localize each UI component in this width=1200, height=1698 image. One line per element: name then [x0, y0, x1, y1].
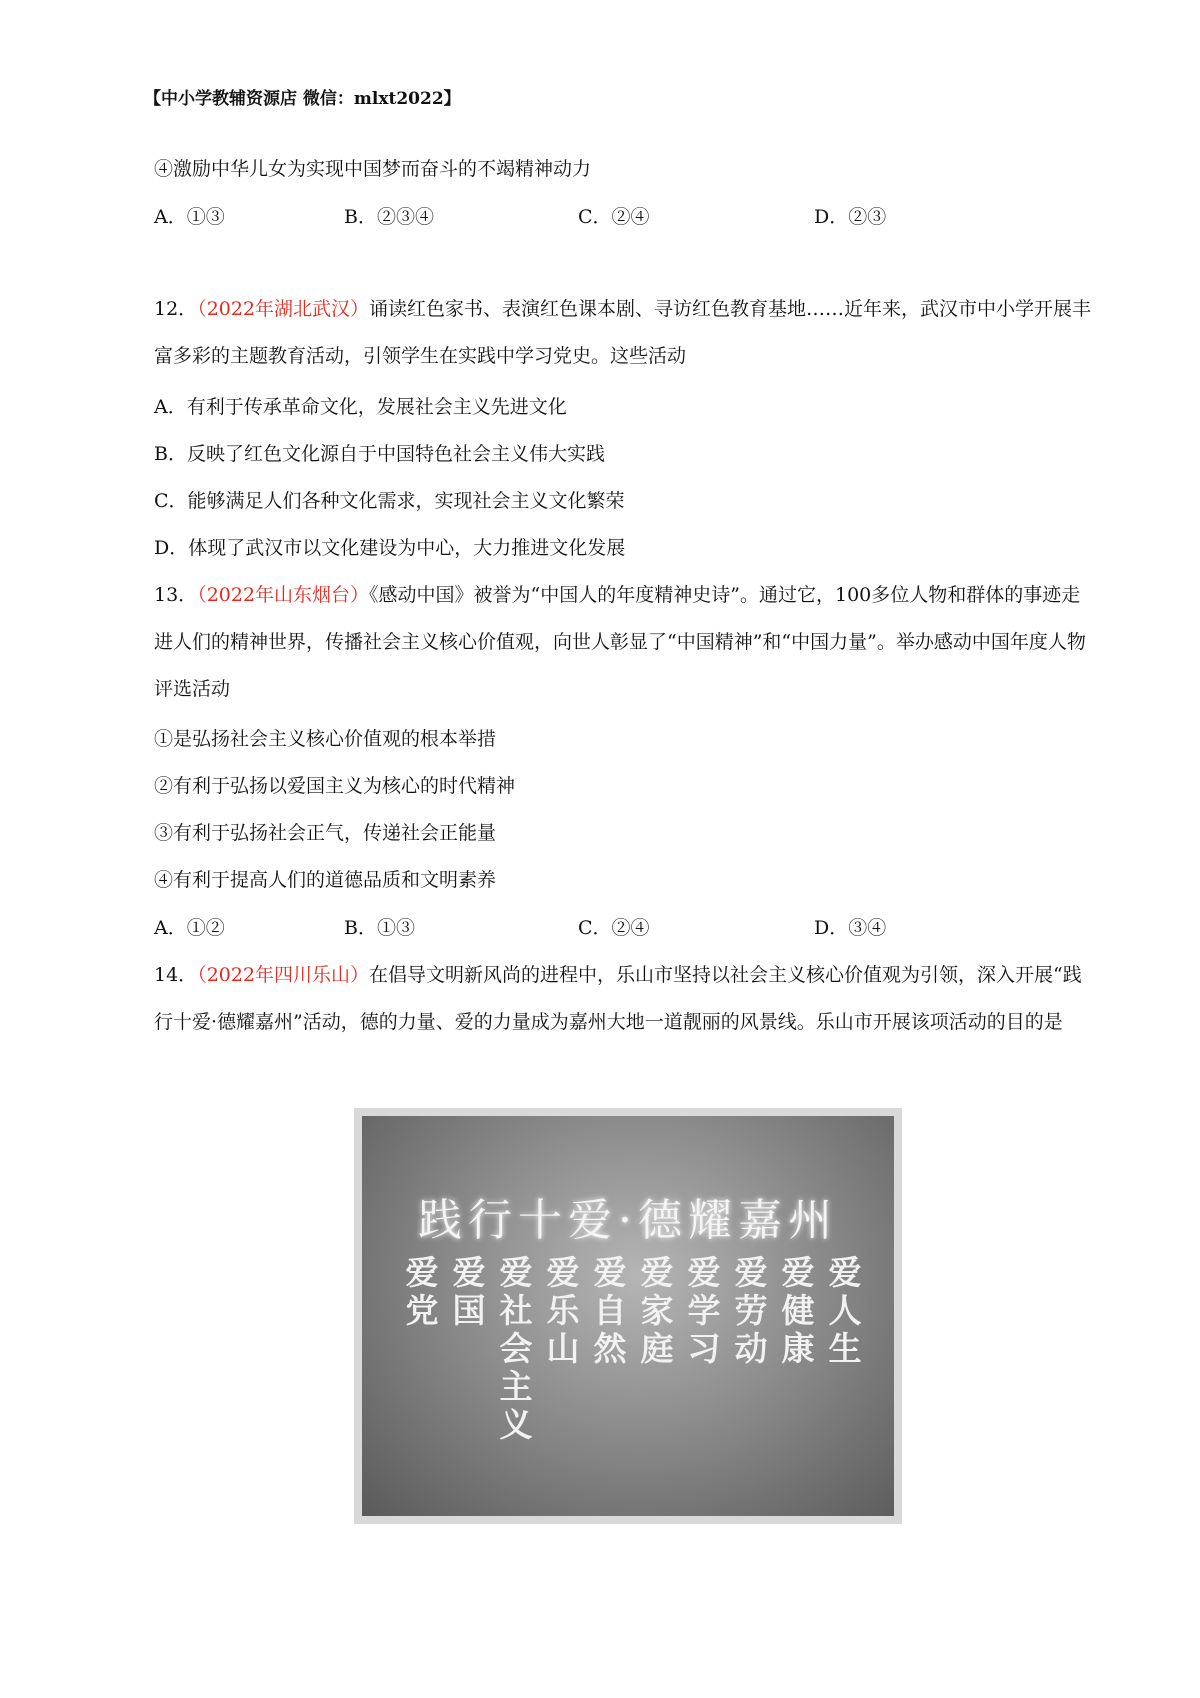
poster-column-4: 爱乐山 — [546, 1253, 580, 1368]
poster-column-1: 爱党 — [405, 1253, 439, 1330]
q13-source: （2022年山东烟台） — [197, 584, 370, 606]
q12-option-a[interactable]: A．有利于传承革命文化，发展社会主义先进文化 — [154, 396, 567, 418]
q11-option-b[interactable]: B．②③④ — [344, 206, 434, 228]
q12-source: （2022年湖北武汉） — [197, 298, 370, 320]
poster-column-10: 爱人生 — [828, 1253, 862, 1368]
q11-option-d[interactable]: D．②③ — [814, 206, 887, 228]
q14-stem — [154, 952, 1098, 1046]
q12-text: 诵读红色家书、表演红色课本剧、寻访红色教育基地……近年来，武汉市中小学开展丰富多彩的主题教育活动，引领学生在实践中学习党史。这些活动 — [154, 298, 1092, 367]
q13-stem — [154, 572, 1098, 713]
q13-options — [154, 913, 1054, 943]
q13-option-b[interactable]: B．①③ — [344, 917, 415, 939]
q12-option-c[interactable]: C．能够满足人们各种文化需求，实现社会主义文化繁荣 — [154, 490, 625, 512]
q14-source: （2022年四川乐山） — [197, 964, 370, 986]
q11-option-a[interactable]: A．①③ — [154, 206, 225, 228]
poster-column-3: 爱社会主义 — [499, 1253, 533, 1444]
poster-columns — [402, 1254, 872, 1514]
q13-item-4: ④有利于提高人们的道德品质和文明素养 — [154, 869, 497, 891]
q11-options — [154, 202, 1054, 232]
q13-text: 《感动中国》被誉为“中国人的年度精神史诗”。通过它，100多位人物和群体的事迹走进人们的精神世界，传播社会主义核心价值观，向世人彰显了“中国精神”和“中国力量”。举办感动中国年度人物评选活动 — [154, 584, 1086, 700]
q13-option-d[interactable]: D．③④ — [814, 917, 887, 939]
q12-option-d[interactable]: D．体现了武汉市以文化建设为中心，大力推进文化发展 — [154, 537, 626, 559]
page-header: 【中小学教辅资源店 微信：mlxt2022】 — [144, 89, 461, 109]
q13-number: 13． — [154, 584, 198, 606]
q13-item-2: ②有利于弘扬以爱国主义为核心的时代精神 — [154, 775, 516, 797]
poster-title: 践行十爱·德耀嘉州 — [418, 1195, 838, 1246]
poster-image-frame — [354, 1108, 902, 1524]
poster-image — [362, 1116, 894, 1516]
q12-number: 12． — [154, 298, 198, 320]
q13-option-c[interactable]: C．②④ — [578, 917, 650, 939]
q12-option-b[interactable]: B．反映了红色文化源自于中国特色社会主义伟大实践 — [154, 443, 605, 465]
poster-column-7: 爱学习 — [687, 1253, 721, 1368]
q13-option-a[interactable]: A．①② — [154, 917, 225, 939]
poster-column-5: 爱自然 — [593, 1253, 627, 1368]
q12-stem — [154, 286, 1098, 380]
q13-item-1: ①是弘扬社会主义核心价值观的根本举措 — [154, 728, 497, 750]
poster-column-8: 爱劳动 — [734, 1253, 768, 1368]
q11-option-c[interactable]: C．②④ — [578, 206, 650, 228]
poster-column-9: 爱健康 — [781, 1253, 815, 1368]
q14-text: 在倡导文明新风尚的进程中，乐山市坚持以社会主义核心价值观为引领，深入开展“践行十爱·德耀嘉州”活动，德的力量、爱的力量成为嘉州大地一道靓丽的风景线。乐山市开展该项活动的目的是 — [154, 964, 1082, 1033]
q13-item-3: ③有利于弘扬社会正气，传递社会正能量 — [154, 822, 497, 844]
poster-column-6: 爱家庭 — [640, 1253, 674, 1368]
q11-item-4: ④激励中华儿女为实现中国梦而奋斗的不竭精神动力 — [154, 158, 592, 180]
q14-number: 14． — [154, 964, 198, 986]
poster-column-2: 爱国 — [452, 1253, 486, 1330]
